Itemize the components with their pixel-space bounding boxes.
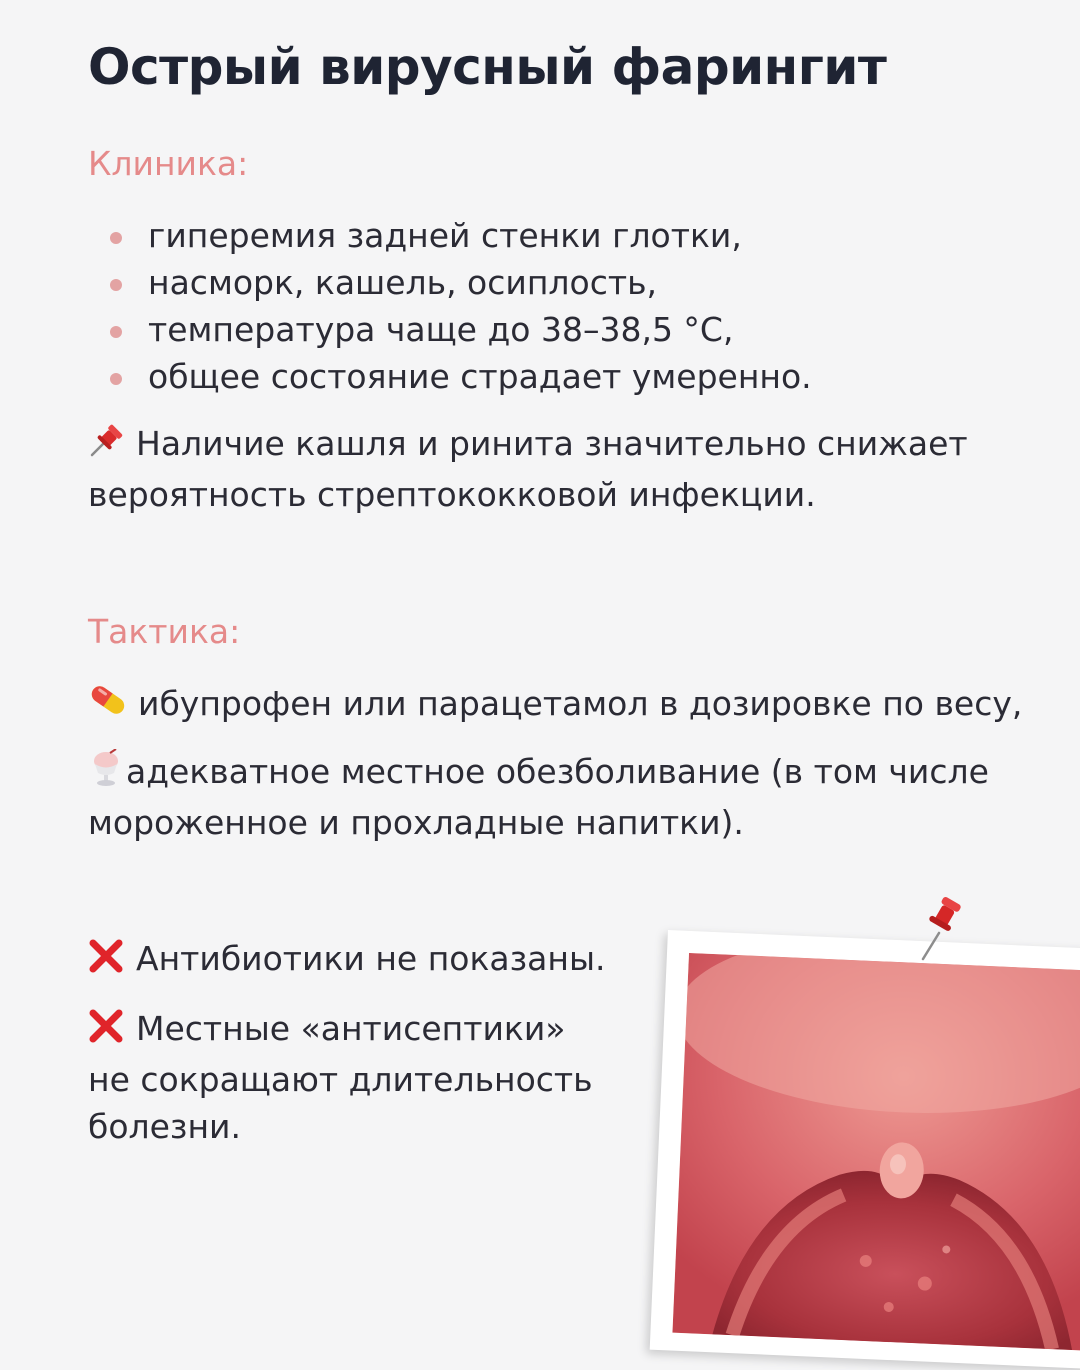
throat-photo: [672, 953, 1080, 1352]
list-item-text: насморк, кашель, осиплость,: [148, 263, 658, 302]
cross-mark-icon: [88, 1008, 124, 1056]
warning-text: Антибиотики не показаны.: [136, 939, 606, 978]
pushpin-icon: [915, 893, 967, 967]
tactics-item-anesthesia: [88, 748, 989, 846]
list-item-text: общее состояние страдает умеренно.: [148, 357, 812, 396]
clinic-symptom-list: [110, 212, 812, 400]
bullet-dot: [110, 326, 122, 338]
pill-icon: [88, 681, 128, 731]
warning-item-antiseptics: [88, 1005, 593, 1150]
list-item: [110, 212, 812, 259]
list-item: [110, 259, 812, 306]
ice-cream-icon: [88, 749, 124, 799]
tactics-item-text-line-1: адекватное местное обезболивание (в том числе: [126, 752, 989, 791]
tactics-item-text: ибупрофен или парацетамол в дозировке по весу,: [138, 684, 1023, 723]
warning-text-line-2: не сокращают длительность: [88, 1060, 593, 1099]
note-line-1: Наличие кашля и ринита значительно снижает: [136, 424, 968, 463]
tactics-item-text-line-2: мороженное и прохладные напитки).: [88, 803, 744, 842]
tactics-item-medication: [88, 680, 1022, 731]
tactics-heading: Тактика:: [88, 612, 241, 651]
warning-item-antibiotics: [88, 935, 606, 986]
list-item-text: температура чаще до 38–38,5 °C,: [148, 310, 734, 349]
bullet-dot: [110, 373, 122, 385]
page-title: Острый вирусный фарингит: [88, 38, 887, 96]
bullet-dot: [110, 232, 122, 244]
pushpin-icon: [88, 421, 126, 471]
list-item-text: гиперемия задней стенки глотки,: [148, 216, 742, 255]
clinic-heading: Клиника:: [88, 144, 249, 183]
cross-mark-icon: [88, 938, 124, 986]
warning-text-line-3: болезни.: [88, 1107, 241, 1146]
clinic-note: [88, 420, 968, 518]
throat-photo-frame: [650, 930, 1080, 1370]
warning-text-line-1: Местные «антисептики»: [136, 1009, 566, 1048]
list-item: [110, 353, 812, 400]
list-item: [110, 306, 812, 353]
note-line-2: вероятность стрептококковой инфекции.: [88, 475, 816, 514]
bullet-dot: [110, 279, 122, 291]
